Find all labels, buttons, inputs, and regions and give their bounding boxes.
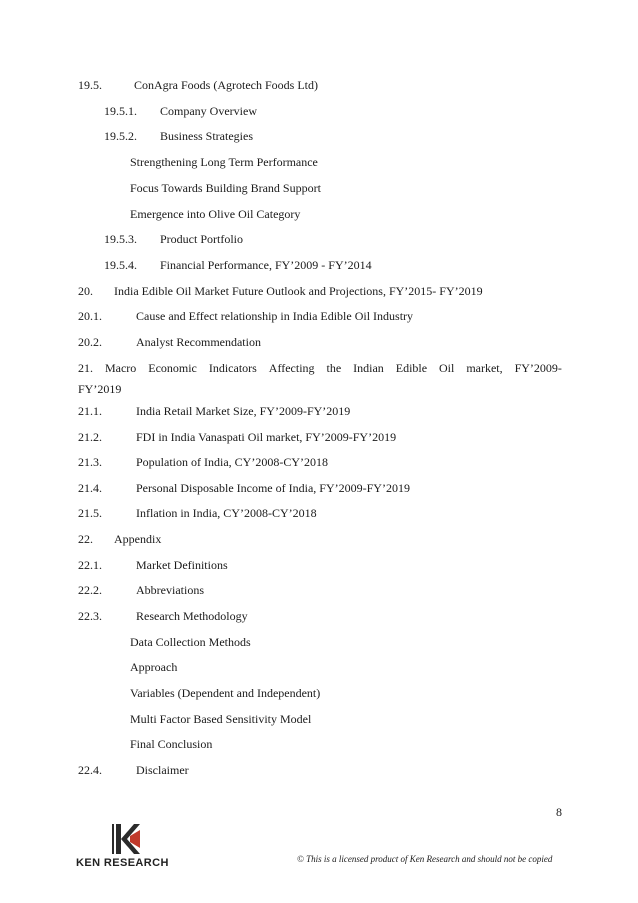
toc-entry-text: Data Collection Methods (130, 635, 251, 649)
toc-entry-number: 21.3. (78, 455, 102, 469)
toc-entry-text: Abbreviations (136, 583, 204, 597)
toc-entry-number: 22. (78, 532, 93, 546)
toc-entry-word: Affecting (268, 361, 315, 375)
toc-entry-number: 21.4. (78, 481, 102, 495)
toc-entry-text: Financial Performance, FY’2009 - FY’2014 (160, 258, 372, 272)
toc-entry-number: 19.5.3. (104, 232, 137, 246)
toc-entry-text: Inflation in India, CY’2008-CY’2018 (136, 506, 317, 520)
toc-entry-number: 22.4. (78, 763, 102, 777)
toc-entry-word: Indicators (208, 361, 257, 375)
toc-entry-text: Emergence into Olive Oil Category (130, 207, 301, 221)
toc-entry-word: Indian (353, 361, 384, 375)
toc-entry-number: 22.3. (78, 609, 102, 623)
toc-entry-text: Company Overview (160, 104, 257, 118)
toc-entry-word: market, (466, 361, 503, 375)
toc-entry-text: FDI in India Vanaspati Oil market, FY’2009-FY’2019 (136, 430, 397, 444)
toc-entry-number: 21. (78, 361, 93, 375)
toc-entry-text: India Edible Oil Market Future Outlook and Projections, FY’2015- FY’2019 (114, 284, 483, 298)
toc-entry-text: Population of India, CY’2008-CY’2018 (136, 455, 328, 469)
copyright-note: © This is a licensed product of Ken Research and should not be copied (297, 854, 553, 864)
toc-entry-number: 21.5. (78, 506, 102, 520)
toc-entry-text: Variables (Dependent and Independent) (130, 686, 321, 700)
toc-entry-text: Cause and Effect relationship in India Edible Oil Industry (136, 309, 414, 323)
toc-entry-text: Research Methodology (136, 609, 248, 623)
toc-entry-word: the (326, 361, 342, 375)
toc-entry-line (78, 361, 562, 375)
toc-entry-number: 22.1. (78, 558, 102, 572)
toc-entry-number: 21.2. (78, 430, 102, 444)
toc-entry-number: 20. (78, 284, 93, 298)
toc-entry-text: Product Portfolio (160, 232, 243, 246)
ken-research-logo (76, 822, 186, 870)
toc-entry-number: 19.5.4. (104, 258, 137, 272)
toc-entry-text: Personal Disposable Income of India, FY’2009-FY’2019 (136, 481, 410, 495)
toc-entry-text: Disclaimer (136, 763, 189, 777)
toc-entry-text: Focus Towards Building Brand Support (130, 181, 321, 195)
toc-entry-number: 19.5.1. (104, 104, 137, 118)
logo-wordmark: KEN RESEARCH (76, 857, 169, 869)
toc-entry-word: Economic (148, 361, 197, 375)
toc-entry-word: Macro (104, 361, 137, 375)
toc-entry-text: Strengthening Long Term Performance (130, 155, 318, 169)
toc-entry-text: Multi Factor Based Sensitivity Model (130, 712, 312, 726)
toc-entry-number: 20.1. (78, 309, 102, 323)
page-number: 8 (556, 805, 562, 819)
toc-entry-word: FY’2009- (514, 361, 562, 375)
toc-entry-continuation: FY’2019 (78, 382, 122, 396)
toc-entry-number: 22.2. (78, 583, 102, 597)
toc-entry-word: Edible (395, 361, 428, 375)
toc-entry-text: Appendix (114, 532, 162, 546)
toc-entry-text: Analyst Recommendation (136, 335, 261, 349)
toc-entry-text: India Retail Market Size, FY’2009-FY’2019 (136, 404, 351, 418)
ken-research-logo-icon (106, 822, 166, 856)
toc-entry-number: 19.5.2. (104, 129, 137, 143)
toc-entry-word: Oil (439, 361, 455, 375)
toc-entry-wrapped (78, 361, 562, 396)
toc-entry-text: Approach (130, 660, 178, 674)
toc-entry-number: 19.5. (78, 78, 102, 92)
toc-entry-text: Market Definitions (136, 558, 228, 572)
toc-entry-text: Business Strategies (160, 129, 253, 143)
toc-entry-text: ConAgra Foods (Agrotech Foods Ltd) (134, 78, 318, 92)
toc-entry-number: 21.1. (78, 404, 102, 418)
toc-entry-number: 20.2. (78, 335, 102, 349)
toc-entry-text: Final Conclusion (130, 737, 213, 751)
